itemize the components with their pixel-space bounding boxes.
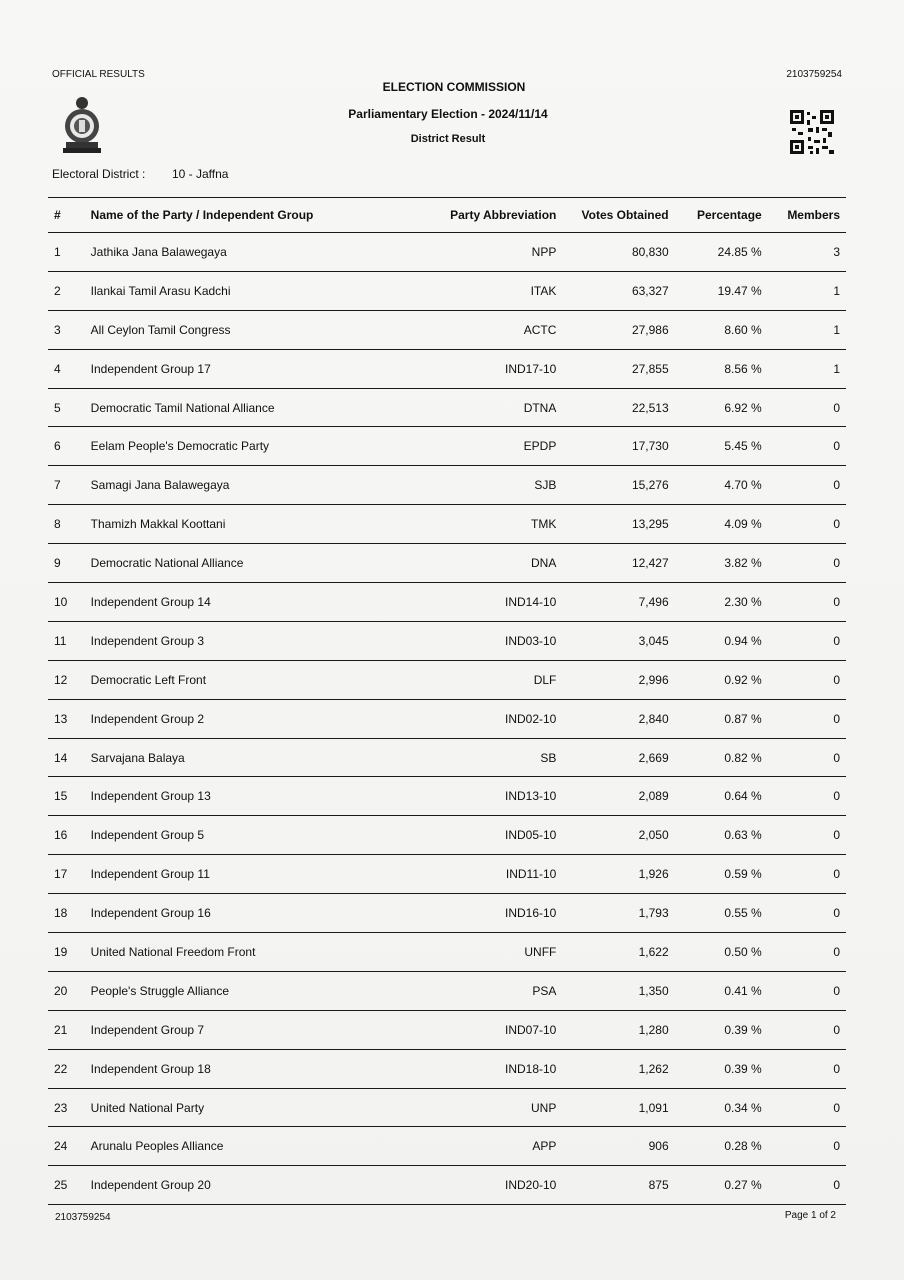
document-number-footer: 2103759254 [55,1212,111,1223]
votes-obtained: 3,045 [556,621,668,660]
row-number: 14 [48,738,87,777]
table-row [48,660,846,699]
vote-percentage: 0.41 % [669,971,762,1010]
col-votes-header: Votes Obtained [556,198,668,233]
party-name: Independent Group 13 [87,777,391,816]
row-number: 5 [48,388,87,427]
vote-percentage: 3.82 % [669,544,762,583]
row-number: 24 [48,1127,87,1166]
members-count: 0 [762,583,846,622]
members-count: 0 [762,1166,846,1205]
row-number: 12 [48,660,87,699]
members-count: 0 [762,738,846,777]
table-row [48,310,846,349]
party-abbreviation: IND14-10 [390,583,556,622]
members-count: 0 [762,933,846,972]
party-abbreviation: TMK [390,505,556,544]
official-results-label: OFFICIAL RESULTS [52,69,145,80]
row-number: 22 [48,1049,87,1088]
votes-obtained: 27,986 [556,310,668,349]
row-number: 8 [48,505,87,544]
table-row [48,505,846,544]
votes-obtained: 7,496 [556,583,668,622]
row-number: 16 [48,816,87,855]
members-count: 0 [762,1010,846,1049]
electoral-district [52,167,228,181]
vote-percentage: 4.09 % [669,505,762,544]
party-abbreviation: DTNA [390,388,556,427]
votes-obtained: 875 [556,1166,668,1205]
vote-percentage: 0.64 % [669,777,762,816]
members-count: 0 [762,427,846,466]
members-count: 3 [762,233,846,272]
row-number: 2 [48,271,87,310]
vote-percentage: 24.85 % [669,233,762,272]
vote-percentage: 0.82 % [669,738,762,777]
party-name: Democratic National Alliance [87,544,391,583]
vote-percentage: 0.34 % [669,1088,762,1127]
vote-percentage: 0.92 % [669,660,762,699]
vote-percentage: 4.70 % [669,466,762,505]
table-row [48,1127,846,1166]
members-count: 0 [762,855,846,894]
col-party-name-header: Name of the Party / Independent Group [87,198,391,233]
votes-obtained: 63,327 [556,271,668,310]
party-name: Ilankai Tamil Arasu Kadchi [87,271,391,310]
vote-percentage: 5.45 % [669,427,762,466]
votes-obtained: 12,427 [556,544,668,583]
table-row [48,388,846,427]
table-row [48,894,846,933]
results-table [48,197,846,1205]
vote-percentage: 6.92 % [669,388,762,427]
table-row [48,233,846,272]
party-abbreviation: UNP [390,1088,556,1127]
party-name: All Ceylon Tamil Congress [87,310,391,349]
vote-percentage: 0.59 % [669,855,762,894]
members-count: 0 [762,894,846,933]
members-count: 0 [762,777,846,816]
party-abbreviation: IND16-10 [390,894,556,933]
votes-obtained: 1,350 [556,971,668,1010]
party-name: Independent Group 18 [87,1049,391,1088]
row-number: 17 [48,855,87,894]
votes-obtained: 2,996 [556,660,668,699]
district-label: Electoral District : [52,167,146,181]
party-abbreviation: IND03-10 [390,621,556,660]
table-row [48,933,846,972]
votes-obtained: 1,091 [556,1088,668,1127]
party-name: Samagi Jana Balawegaya [87,466,391,505]
party-abbreviation: IND07-10 [390,1010,556,1049]
party-name: Jathika Jana Balawegaya [87,233,391,272]
table-row [48,816,846,855]
party-name: Independent Group 11 [87,855,391,894]
vote-percentage: 0.27 % [669,1166,762,1205]
row-number: 25 [48,1166,87,1205]
party-abbreviation: APP [390,1127,556,1166]
members-count: 0 [762,466,846,505]
votes-obtained: 906 [556,1127,668,1166]
vote-percentage: 0.87 % [669,699,762,738]
commission-title: ELECTION COMMISSION [382,80,526,94]
party-abbreviation: IND13-10 [390,777,556,816]
votes-obtained: 2,669 [556,738,668,777]
members-count: 1 [762,310,846,349]
votes-obtained: 2,840 [556,699,668,738]
party-abbreviation: PSA [390,971,556,1010]
col-number-header: # [48,198,87,233]
members-count: 0 [762,660,846,699]
party-name: People's Struggle Alliance [87,971,391,1010]
members-count: 0 [762,621,846,660]
party-abbreviation: NPP [390,233,556,272]
party-abbreviation: IND20-10 [390,1166,556,1205]
party-abbreviation: UNFF [390,933,556,972]
vote-percentage: 0.39 % [669,1049,762,1088]
table-row [48,699,846,738]
col-percentage-header: Percentage [669,198,762,233]
party-name: Independent Group 7 [87,1010,391,1049]
table-row [48,1088,846,1127]
votes-obtained: 1,280 [556,1010,668,1049]
vote-percentage: 2.30 % [669,583,762,622]
table-row [48,544,846,583]
row-number: 13 [48,699,87,738]
table-row [48,1049,846,1088]
row-number: 7 [48,466,87,505]
national-emblem-icon [60,94,104,156]
party-name: Thamizh Makkal Koottani [87,505,391,544]
members-count: 0 [762,971,846,1010]
votes-obtained: 1,262 [556,1049,668,1088]
row-number: 11 [48,621,87,660]
votes-obtained: 2,050 [556,816,668,855]
party-abbreviation: SJB [390,466,556,505]
table-row [48,349,846,388]
row-number: 19 [48,933,87,972]
party-name: Independent Group 3 [87,621,391,660]
party-abbreviation: ITAK [390,271,556,310]
page-indicator: Page 1 of 2 [784,1210,836,1221]
col-members-header: Members [762,198,846,233]
party-abbreviation: EPDP [390,427,556,466]
table-row [48,621,846,660]
vote-percentage: 0.39 % [669,1010,762,1049]
members-count: 1 [762,349,846,388]
votes-obtained: 22,513 [556,388,668,427]
table-row [48,738,846,777]
votes-obtained: 27,855 [556,349,668,388]
row-number: 1 [48,233,87,272]
members-count: 0 [762,699,846,738]
party-name: United National Freedom Front [87,933,391,972]
members-count: 0 [762,1049,846,1088]
row-number: 20 [48,971,87,1010]
row-number: 15 [48,777,87,816]
votes-obtained: 17,730 [556,427,668,466]
vote-percentage: 0.28 % [669,1127,762,1166]
members-count: 0 [762,544,846,583]
row-number: 21 [48,1010,87,1049]
party-name: Independent Group 16 [87,894,391,933]
row-number: 23 [48,1088,87,1127]
party-name: Democratic Left Front [87,660,391,699]
vote-percentage: 0.50 % [669,933,762,972]
row-number: 18 [48,894,87,933]
votes-obtained: 2,089 [556,777,668,816]
party-name: Independent Group 2 [87,699,391,738]
members-count: 1 [762,271,846,310]
party-abbreviation: IND11-10 [390,855,556,894]
vote-percentage: 19.47 % [669,271,762,310]
party-name: Independent Group 20 [87,1166,391,1205]
table-row [48,777,846,816]
party-name: Independent Group 14 [87,583,391,622]
table-row [48,427,846,466]
party-abbreviation: IND02-10 [390,699,556,738]
table-row [48,855,846,894]
party-name: Arunalu Peoples Alliance [87,1127,391,1166]
party-abbreviation: IND05-10 [390,816,556,855]
election-title: Parliamentary Election - 2024/11/14 [348,107,548,121]
col-abbreviation-header: Party Abbreviation [390,198,556,233]
table-row [48,971,846,1010]
party-abbreviation: DNA [390,544,556,583]
row-number: 4 [48,349,87,388]
votes-obtained: 15,276 [556,466,668,505]
members-count: 0 [762,816,846,855]
party-name: Independent Group 5 [87,816,391,855]
table-row [48,466,846,505]
document-number-top: 2103759254 [786,69,842,80]
party-name: Independent Group 17 [87,349,391,388]
members-count: 0 [762,1088,846,1127]
party-abbreviation: IND18-10 [390,1049,556,1088]
row-number: 10 [48,583,87,622]
party-name: United National Party [87,1088,391,1127]
table-header-row [48,198,846,233]
votes-obtained: 80,830 [556,233,668,272]
members-count: 0 [762,388,846,427]
section-title: District Result [410,133,486,145]
votes-obtained: 1,926 [556,855,668,894]
district-value: 10 - Jaffna [172,167,229,181]
votes-obtained: 13,295 [556,505,668,544]
party-abbreviation: ACTC [390,310,556,349]
members-count: 0 [762,1127,846,1166]
vote-percentage: 0.63 % [669,816,762,855]
qr-code-icon [790,110,834,154]
table-row [48,1166,846,1205]
vote-percentage: 8.56 % [669,349,762,388]
votes-obtained: 1,622 [556,933,668,972]
members-count: 0 [762,505,846,544]
vote-percentage: 8.60 % [669,310,762,349]
vote-percentage: 0.55 % [669,894,762,933]
row-number: 6 [48,427,87,466]
table-row [48,583,846,622]
row-number: 3 [48,310,87,349]
table-row [48,271,846,310]
vote-percentage: 0.94 % [669,621,762,660]
party-abbreviation: SB [390,738,556,777]
party-name: Eelam People's Democratic Party [87,427,391,466]
votes-obtained: 1,793 [556,894,668,933]
table-row [48,1010,846,1049]
party-abbreviation: IND17-10 [390,349,556,388]
party-abbreviation: DLF [390,660,556,699]
party-name: Democratic Tamil National Alliance [87,388,391,427]
party-name: Sarvajana Balaya [87,738,391,777]
row-number: 9 [48,544,87,583]
